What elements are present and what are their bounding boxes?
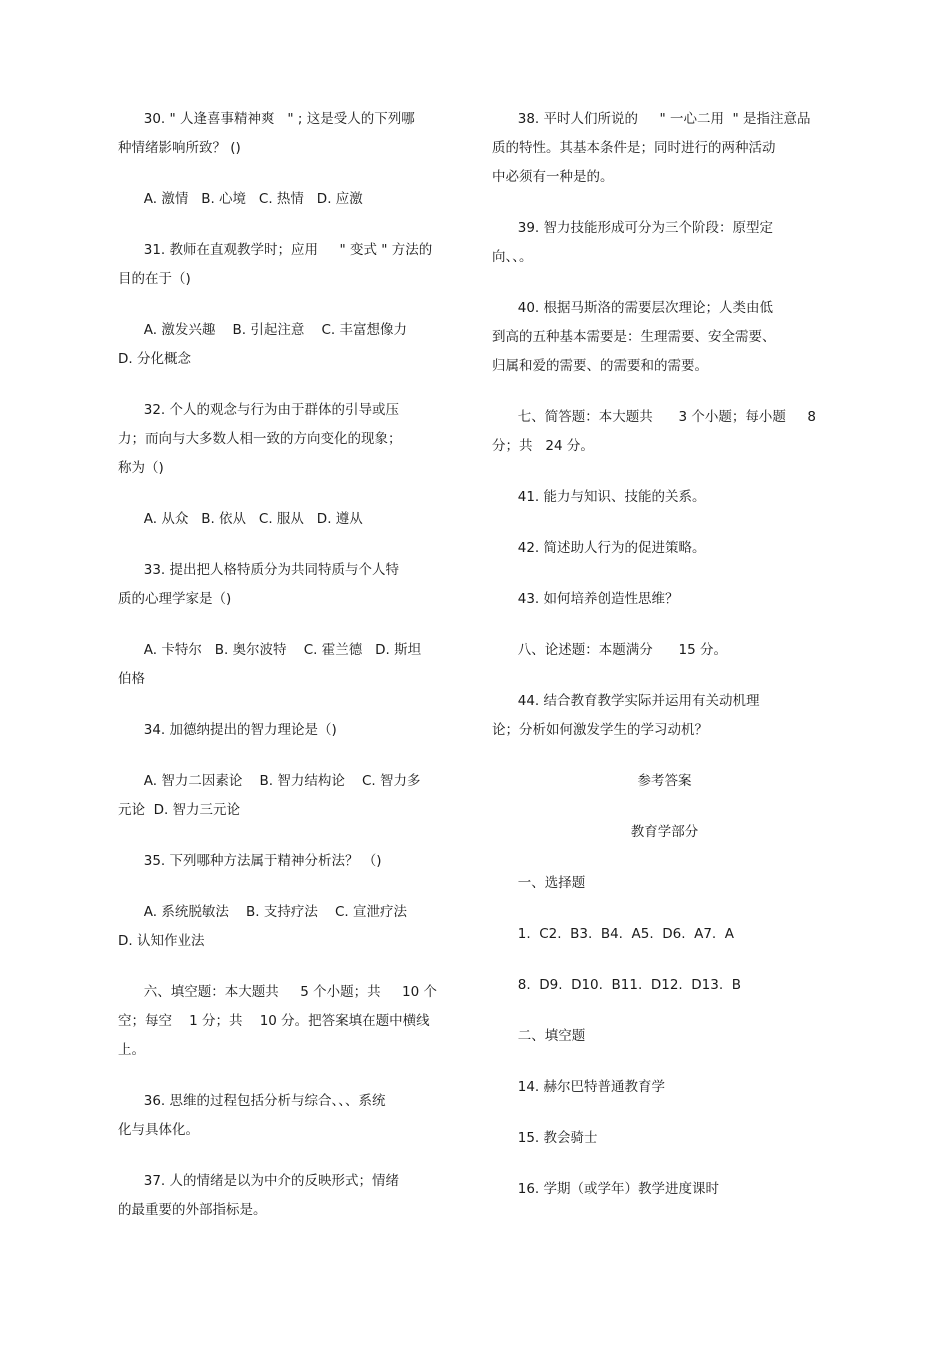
text-line: 参考答案 [637, 773, 692, 789]
left-paragraph [118, 236, 453, 294]
text-line: 一、选择题 [492, 875, 586, 891]
text-line: 15. 教会骑士 [492, 1130, 598, 1146]
text-line: 到高的五种基本需要是：生理需要、安全需要、 [492, 329, 776, 345]
text-line: 8. D9. D10. B11. D12. D13. B [492, 977, 741, 993]
text-line: 归属和爱的需要、的需要和的需要。 [492, 358, 708, 374]
text-line: A. 智力二因素论 B. 智力结构论 C. 智力多 [118, 773, 421, 789]
text-line: 向、、。 [492, 249, 533, 265]
left-paragraph [118, 105, 453, 163]
left-paragraph [118, 1167, 453, 1225]
left-paragraph [118, 505, 453, 534]
text-line: 化与具体化。 [118, 1122, 199, 1138]
left-paragraph [118, 556, 453, 614]
right-paragraph [492, 1073, 837, 1102]
left-paragraph [118, 396, 453, 483]
text-line: 教育学部分 [630, 824, 699, 840]
text-line: 质的心理学家是（) [118, 591, 232, 607]
text-line: 七、简答题：本大题共 3 个小题；每小题 8 [492, 409, 816, 425]
text-line: 二、填空题 [492, 1028, 586, 1044]
text-line: 42. 简述助人行为的促进策略。 [492, 540, 706, 556]
text-line: 40. 根据马斯洛的需要层次理论；人类由低 [492, 300, 774, 316]
text-line: 称为（) [118, 460, 164, 476]
text-line: 38. 平时人们所说的 " 一心二用 " 是指注意品 [492, 111, 811, 127]
right-paragraph [492, 534, 837, 563]
right-paragraph [492, 403, 837, 461]
text-line: 1. C2. B3. B4. A5. D6. A7. A [492, 926, 735, 942]
text-line: 33. 提出把人格特质分为共同特质与个人特 [118, 562, 400, 578]
right-paragraph [492, 1022, 837, 1051]
left-paragraph [118, 1087, 453, 1145]
text-line: A. 卡特尔 B. 奥尔波特 C. 霍兰德 D. 斯坦 [118, 642, 422, 658]
right-paragraph [492, 869, 837, 898]
right-paragraph [492, 1124, 837, 1153]
right-paragraph [492, 920, 837, 949]
text-line: A. 激发兴趣 B. 引起注意 C. 丰富想像力 [118, 322, 408, 338]
right-paragraph [492, 636, 837, 665]
right-column [492, 105, 837, 1226]
left-paragraph [118, 636, 453, 694]
left-paragraph [118, 316, 453, 374]
text-line: 论；分析如何激发学生的学习动机？ [492, 722, 708, 738]
left-paragraph [118, 767, 453, 825]
right-paragraph [492, 971, 837, 1000]
text-line: 34. 加德纳提出的智力理论是（) [118, 722, 337, 738]
text-line: 41. 能力与知识、技能的关系。 [492, 489, 706, 505]
right-paragraph [492, 483, 837, 512]
text-line: 30. " 人逢喜事精神爽 " ; 这是受人的下列哪 [118, 111, 415, 127]
text-line: D. 认知作业法 [118, 933, 205, 949]
text-line: A. 激情 B. 心境 C. 热情 D. 应激 [118, 191, 363, 207]
text-line: A. 从众 B. 依从 C. 服从 D. 遵从 [118, 511, 363, 527]
text-line: 的最重要的外部指标是。 [118, 1202, 267, 1218]
left-paragraph [118, 185, 453, 214]
text-line: 上。 [118, 1042, 145, 1058]
right-paragraph [492, 1175, 837, 1204]
text-line: 43. 如何培养创造性思维？ [492, 591, 679, 607]
right-paragraph [492, 214, 837, 272]
text-line: 32. 个人的观念与行为由于群体的引导或压 [118, 402, 400, 418]
text-line: 种情绪影响所致？ () [118, 140, 241, 156]
left-paragraph [118, 898, 453, 956]
text-line: 31. 教师在直观教学时；应用 " 变式 " 方法的 [118, 242, 433, 258]
left-paragraph [118, 978, 453, 1065]
text-line: A. 系统脱敏法 B. 支持疗法 C. 宣泄疗法 [118, 904, 408, 920]
left-paragraph [118, 716, 453, 745]
right-paragraph [492, 585, 837, 614]
text-line: 14. 赫尔巴特普通教育学 [492, 1079, 666, 1095]
right-paragraph [492, 687, 837, 745]
left-paragraph [118, 847, 453, 876]
text-line: 中必须有一种是的。 [492, 169, 614, 185]
text-line: 力；而向与大多数人相一致的方向变化的现象； [118, 431, 402, 447]
text-line: 16. 学期（或学年）教学进度课时 [492, 1181, 720, 1197]
text-line: 六、填空题：本大题共 5 个小题；共 10 个 [118, 984, 438, 1000]
text-line: 44. 结合教育教学实际并运用有关动机理 [492, 693, 760, 709]
text-line: D. 分化概念 [118, 351, 191, 367]
text-line: 35. 下列哪种方法属于精神分析法？ （) [118, 853, 382, 869]
right-paragraph [492, 767, 837, 796]
text-line: 分；共 24 分。 [492, 438, 594, 454]
right-paragraph [492, 294, 837, 381]
text-line: 目的在于（) [118, 271, 191, 287]
left-column [118, 105, 453, 1247]
text-line: 37. 人的情绪是以为中介的反映形式；情绪 [118, 1173, 400, 1189]
right-paragraph [492, 818, 837, 847]
text-line: 八、论述题：本题满分 15 分。 [492, 642, 727, 658]
text-line: 元论 D. 智力三元论 [118, 802, 241, 818]
text-line: 39. 智力技能形成可分为三个阶段：原型定 [492, 220, 774, 236]
right-paragraph [492, 105, 837, 192]
text-line: 36. 思维的过程包括分析与综合、、、系统 [118, 1093, 386, 1109]
text-line: 质的特性。其基本条件是；同时进行的两种活动 [492, 140, 776, 156]
text-line: 伯格 [118, 671, 145, 687]
text-line: 空；每空 1 分；共 10 分。把答案填在题中横线 [118, 1013, 430, 1029]
